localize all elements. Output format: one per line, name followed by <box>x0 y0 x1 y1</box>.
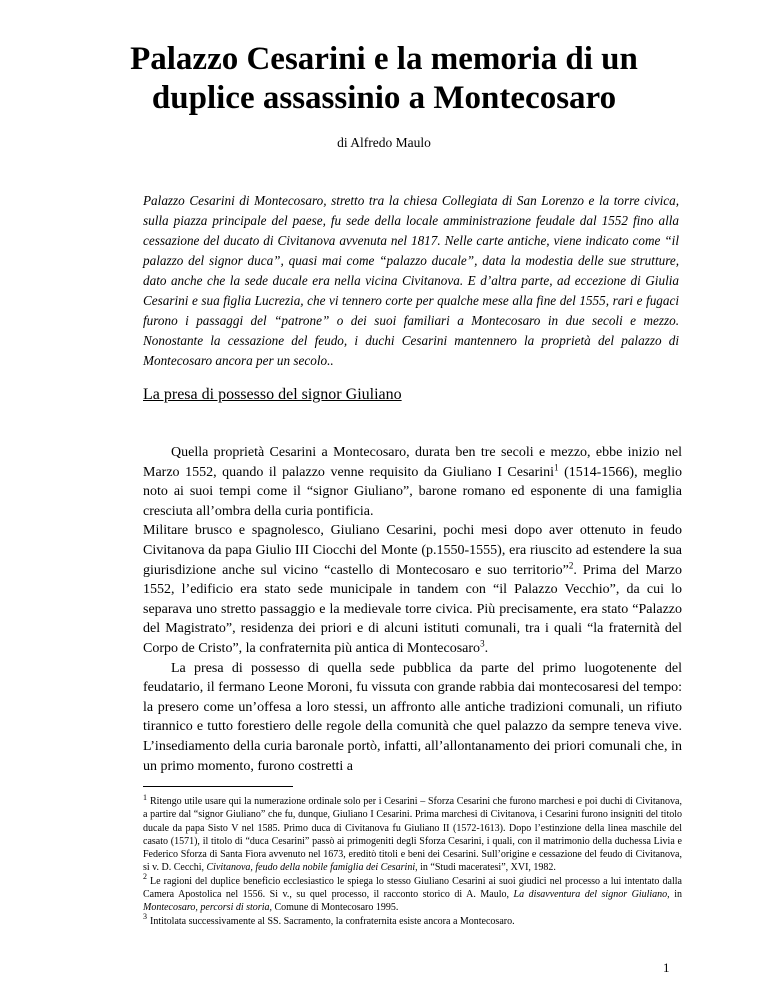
footnote-text: , in “Studi maceratesi”, XVI, 1982. <box>415 862 556 874</box>
abstract-text: Palazzo Cesarini di Montecosaro, stretto tra la chiesa Collegiata di San Lorenzo e la torre civica, sulla piazza principale del paese, fu sede della locale amministrazione feudale dal 1552 fino alla cessazione del ducato di Civitanova avvenuta nel 1817. Nelle carte antiche, viene indicato come “il palazzo del signor duca”, quasi mai come “palazzo ducale”, data la modestia delle sue strutture, dato anche che la sede ducale era nella vicina Civitanova. E d’altra parte, ad eccezione di Giulia Cesarini e sua figlia Lucrezia, che vi tennero corte per qualche mese alla fine del 1555, rari e fugaci furono i passaggi del “patrone” o dei suoi familiari a Montecosaro in due secoli e mezzo. Nonostante la cessazione del feudo, i duchi Cesarini mantennero la proprietà del palazzo di Montecosaro ancora per un secolo.. <box>143 193 679 368</box>
footnote-italic: Montecosaro, percorsi di storia <box>143 902 270 914</box>
section-heading: La presa di possesso del signor Giuliano <box>143 386 402 403</box>
paragraph-1 <box>143 443 682 521</box>
author-byline: di Alfredo Maulo <box>337 135 431 150</box>
footnote-number: 1 <box>143 792 147 802</box>
footnote-ref-3[interactable]: 3 <box>480 638 485 649</box>
footnote-text: Le ragioni del duplice beneficio ecclesiastico le spiega lo stesso Giuliano Cesarini ai suoi giudici nel processo a lui intentato dalla Camera Apostolica nel 1556. Si v., su quel processo, il racconto storico di A. Maulo, <box>143 875 682 901</box>
footnote-text: in <box>669 889 682 901</box>
footnote-3 <box>143 912 682 928</box>
footnote-divider <box>143 786 293 787</box>
footnote-italic: Civitanova, feudo della nobile famiglia dei Cesarini <box>206 862 416 874</box>
paragraph-2-text-a: Militare brusco e spagnolesco, Giuliano Cesarini, pochi mesi dopo aver ottenuto in feudo Civitanova da papa Giulio III Ciocchi del Monte (p.1550-1555), era riuscito ad estendere la sua giurisdizione anche sul vicino “castello di Montecosaro e suo territorio” <box>143 523 682 578</box>
paragraph-2-text-b: . Prima del Marzo 1552, l’edificio era stato sede municipale in tandem con “il Palazzo Vecchio”, da cui lo separava uno stretto passaggio e la medievale torre civica. Più precisamente, era stato “Palazzo del Magistrato”, residenza dei priori e di alcuni istituti comunali, tra i quali “la fraternità del Corpo de Cristo”, la confraternita più antica di Montecosaro <box>143 562 682 656</box>
body-text <box>143 443 682 776</box>
footnote-1 <box>143 792 682 875</box>
footnote-ref-1[interactable]: 1 <box>554 461 559 472</box>
footnote-ref-2[interactable]: 2 <box>568 559 574 570</box>
page-number: 1 <box>663 960 670 975</box>
footnote-number: 2 <box>143 872 147 882</box>
footnote-number: 3 <box>143 912 147 922</box>
paragraph-1-text-a: Quella proprietà Cesarini a Montecosaro, durata ben tre secoli e mezzo, ebbe inizio nel Marzo 1552, quando il palazzo venne requisito da Giuliano I Cesarini <box>143 445 682 480</box>
abstract <box>143 191 679 371</box>
page-title: Palazzo Cesarini e la memoria di un duplice assassinio a Montecosaro <box>130 41 638 116</box>
paragraph-1-text-b: (1514-1566), meglio noto ai suoi tempi come il “signor Giuliano”, barone romano ed esponente di una famiglia cresciuta all’ombra della curia pontificia. <box>143 464 682 519</box>
footnotes <box>143 792 682 928</box>
footnote-text: Ritengo utile usare qui la numerazione ordinale solo per i Cesarini – Sforza Cesarini che furono marchesi e poi duchi di Civitanova, a partire dal “signor Giuliano” che fu, dunque, Giuliano I Cesarini. Prima marchesi di Civitanova, i Cesarini furono insigniti del titolo ducale da papa Sisto V nel 1585. Primo duca di Civitanova fu Giuliano II (1572-1613). Dopo l’estinzione della linea maschile del casato (1571), il titolo di “duca Cesarini” passò ai primogeniti degli Sforza Cesarini, i quali, con il matrimonio della duchessa Livia e Federico Sforza di Santa Fiora avvenuto nel 1673, ereditò titoli e beni dei Cesarini. Sull’origine e cessazione del feudo di Civitanova, si v. D. Cecchi, <box>143 796 682 874</box>
paragraph-3: La presa di possesso di quella sede pubblica da parte del primo luogotenente del feudatario, il fermano Leone Moroni, fu vissuta con grande rabbia dai montecosaresi del tempo: la presero come un’offesa a loro stessi, un affronto alle antiche tradizioni comunali, un rifiuto tirannico e tutto forestiero delle regole della comunità che quel palazzo da sempre teneva vive. L’insediamento della curia baronale portò, infatti, all’allontanamento dei priori comunali che, in un primo momento, furono costretti a <box>143 660 682 774</box>
footnote-2 <box>143 872 682 915</box>
footnote-italic: La disavventura del signor Giuliano, <box>513 889 670 901</box>
footnote-text: , Comune di Montecosaro 1995. <box>269 902 399 914</box>
paragraph-2 <box>143 521 682 658</box>
footnote-text: Intitolata successivamente al SS. Sacramento, la confraternita esiste ancora a Montecosaro. <box>150 915 515 927</box>
paragraph-2-text-c: . <box>484 640 489 656</box>
